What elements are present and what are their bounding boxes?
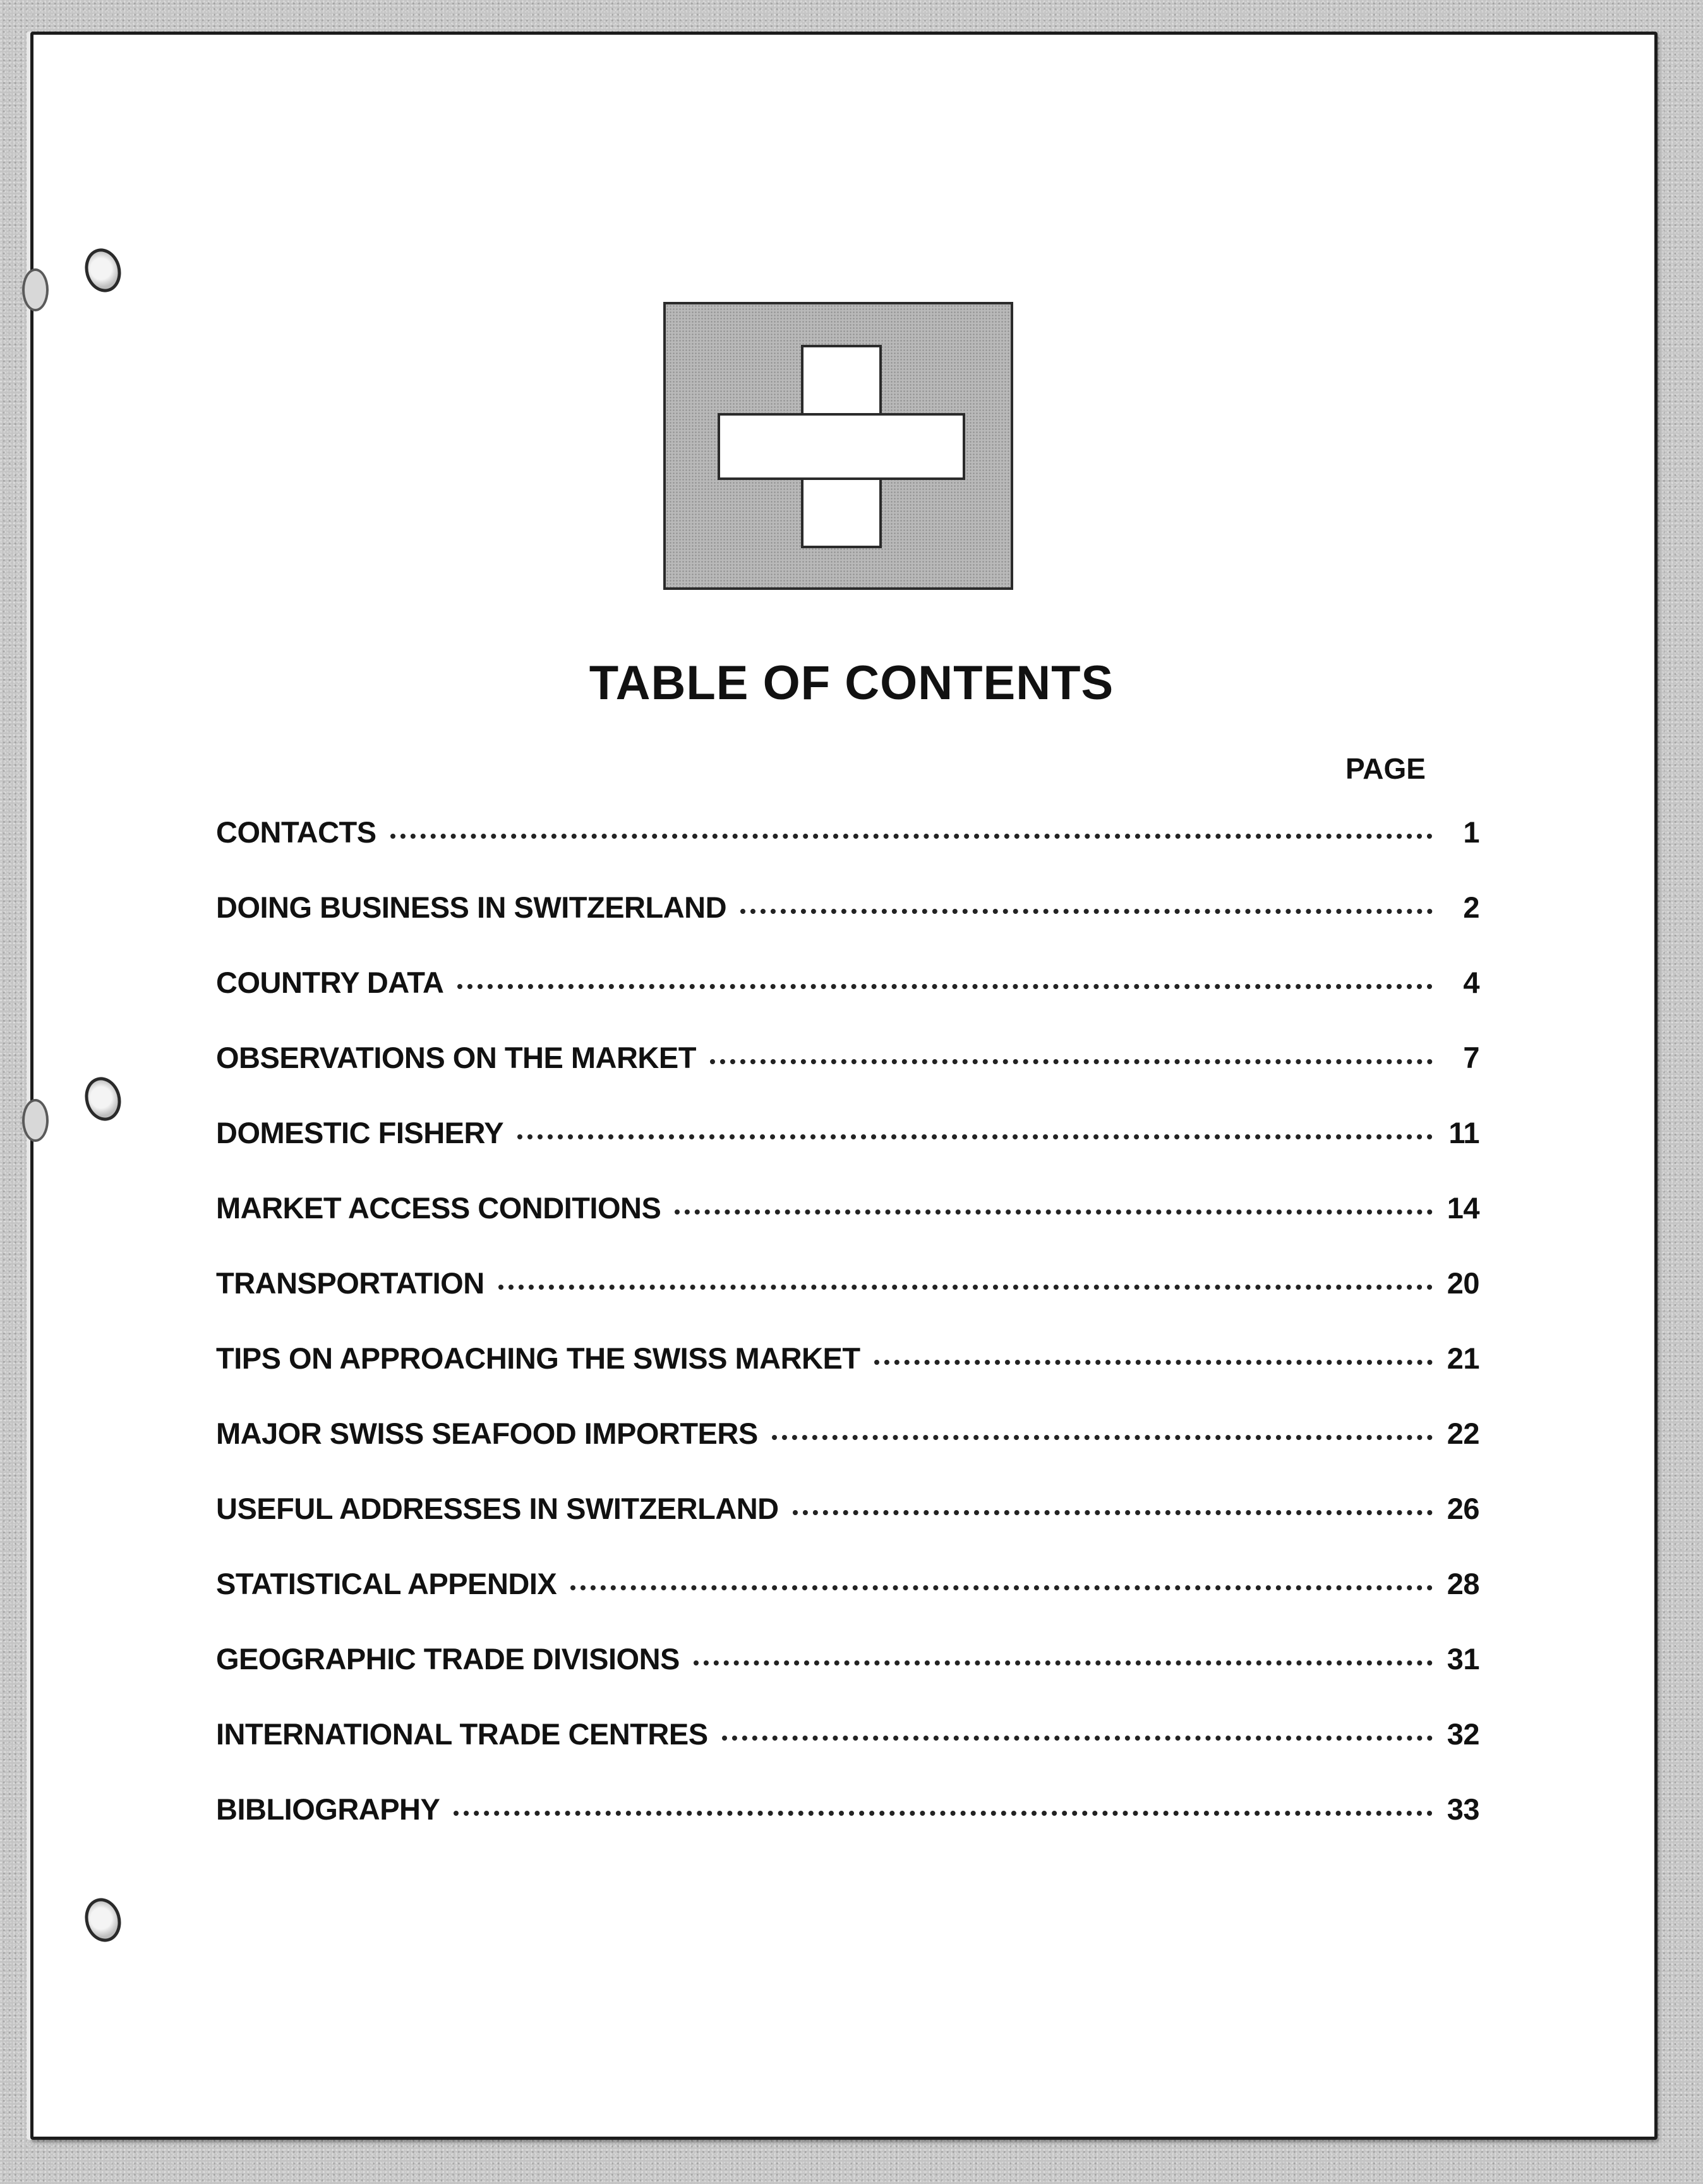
toc-entry-page: 1 [1463,815,1479,849]
toc-entry-title: USEFUL ADDRESSES IN SWITZERLAND [216,1492,779,1525]
table-of-contents [216,815,1479,1867]
toc-entry-page: 21 [1447,1341,1479,1375]
dot-leader [675,1209,1433,1215]
toc-entry-page: 28 [1447,1567,1479,1600]
flag-cross-center [803,416,879,477]
dot-leader [570,1585,1433,1590]
page-column-header: PAGE [1345,752,1426,785]
dot-leader [390,834,1433,839]
toc-entry[interactable] [216,965,1479,1040]
toc-entry-title: DOMESTIC FISHERY [216,1116,504,1149]
toc-entry[interactable] [216,1040,1479,1115]
toc-entry[interactable] [216,890,1479,965]
toc-entry[interactable] [216,1641,1479,1717]
toc-entry-page: 2 [1463,891,1479,924]
dot-leader [722,1736,1433,1741]
toc-entry-page: 26 [1447,1492,1479,1525]
punch-hole [80,244,126,296]
dot-leader [874,1360,1433,1365]
dot-leader [793,1510,1433,1515]
dot-leader [517,1134,1433,1139]
toc-entry[interactable] [216,1115,1479,1191]
toc-entry-title: TRANSPORTATION [216,1266,484,1300]
toc-entry-page: 32 [1447,1717,1479,1751]
swiss-flag-icon [663,302,1013,590]
toc-entry-title: TIPS ON APPROACHING THE SWISS MARKET [216,1341,860,1375]
punch-hole [80,1073,126,1125]
toc-entry-page: 4 [1463,966,1479,999]
toc-entry-page: 7 [1463,1041,1479,1074]
toc-entry-title: COUNTRY DATA [216,966,444,999]
dot-leader [772,1435,1433,1440]
toc-entry-title: OBSERVATIONS ON THE MARKET [216,1041,696,1074]
toc-entry-page: 20 [1447,1266,1479,1300]
toc-entry[interactable] [216,1566,1479,1641]
toc-entry-title: BIBLIOGRAPHY [216,1792,440,1826]
dot-leader [457,984,1433,989]
toc-entry[interactable] [216,1717,1479,1792]
toc-entry[interactable] [216,1491,1479,1566]
toc-entry-title: MAJOR SWISS SEAFOOD IMPORTERS [216,1417,758,1450]
toc-entry[interactable] [216,1416,1479,1491]
dot-leader [454,1811,1433,1816]
page-title: TABLE OF CONTENTS [589,656,1114,710]
dot-leader [740,909,1433,914]
binder-ring [22,1099,49,1142]
toc-entry-title: STATISTICAL APPENDIX [216,1567,557,1600]
toc-entry[interactable] [216,1792,1479,1867]
toc-entry-page: 31 [1447,1642,1479,1676]
toc-entry-title: GEOGRAPHIC TRADE DIVISIONS [216,1642,680,1676]
dot-leader [694,1660,1433,1665]
toc-entry-title: CONTACTS [216,815,376,849]
toc-entry-title: DOING BUSINESS IN SWITZERLAND [216,891,727,924]
toc-entry-page: 14 [1447,1191,1479,1225]
toc-entry-title: MARKET ACCESS CONDITIONS [216,1191,661,1225]
binder-ring [22,268,49,311]
toc-entry[interactable] [216,815,1479,890]
dot-leader [710,1059,1433,1064]
toc-entry[interactable] [216,1266,1479,1341]
toc-entry-page: 33 [1447,1792,1479,1826]
dot-leader [498,1285,1433,1290]
toc-entry[interactable] [216,1191,1479,1266]
toc-entry-page: 22 [1447,1417,1479,1450]
toc-entry-page: 11 [1448,1116,1479,1149]
toc-entry[interactable] [216,1341,1479,1416]
toc-entry-title: INTERNATIONAL TRADE CENTRES [216,1717,708,1751]
punch-hole [80,1894,126,1946]
